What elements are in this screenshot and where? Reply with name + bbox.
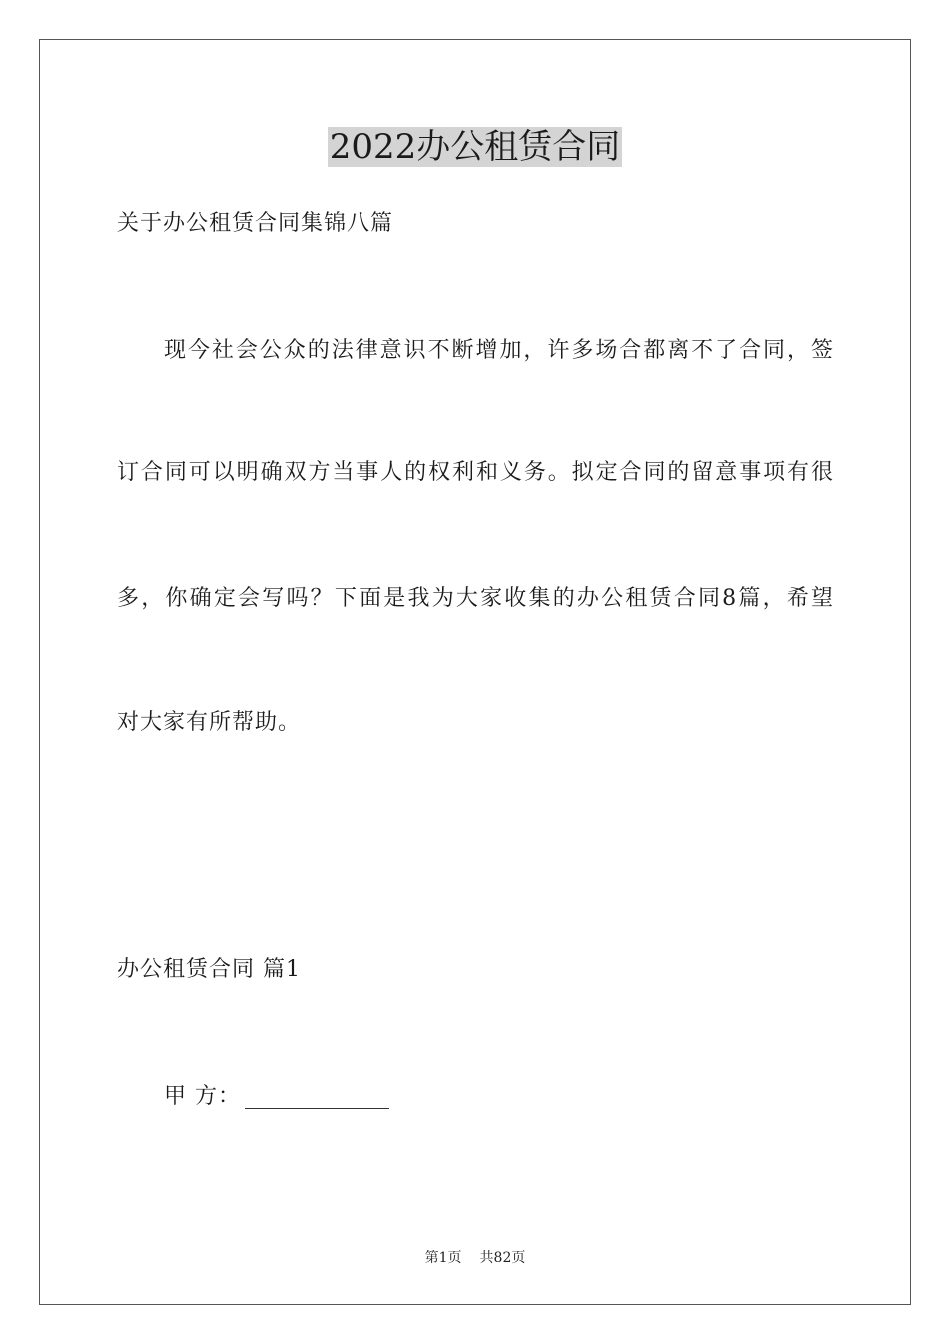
document-title-text: 2022办公租赁合同 bbox=[329, 127, 621, 167]
intro-paragraph-line-2: 订合同可以明确双方当事人的权利和义务。拟定合同的留意事项有很 bbox=[117, 460, 833, 485]
intro-paragraph-line-1: 现今社会公众的法律意识不断增加，许多场合都离不了合同，签 bbox=[164, 338, 833, 363]
party-a-label: 甲 方： bbox=[164, 1084, 241, 1109]
party-a-blank-line bbox=[245, 1086, 389, 1109]
total-pages: 共82页 bbox=[479, 1250, 526, 1266]
document-title bbox=[0, 125, 950, 169]
party-a-row bbox=[164, 1082, 389, 1112]
intro-paragraph-line-3: 多，你确定会写吗？下面是我为大家收集的办公租赁合同8篇，希望 bbox=[117, 586, 833, 611]
document-subtitle: 关于办公租赁合同集锦八篇 bbox=[117, 211, 394, 236]
page-number: 第1页 bbox=[424, 1250, 462, 1266]
intro-paragraph-line-4: 对大家有所帮助。 bbox=[117, 710, 302, 735]
section-heading: 办公租赁合同 篇1 bbox=[117, 957, 301, 982]
page-footer bbox=[0, 1248, 950, 1268]
